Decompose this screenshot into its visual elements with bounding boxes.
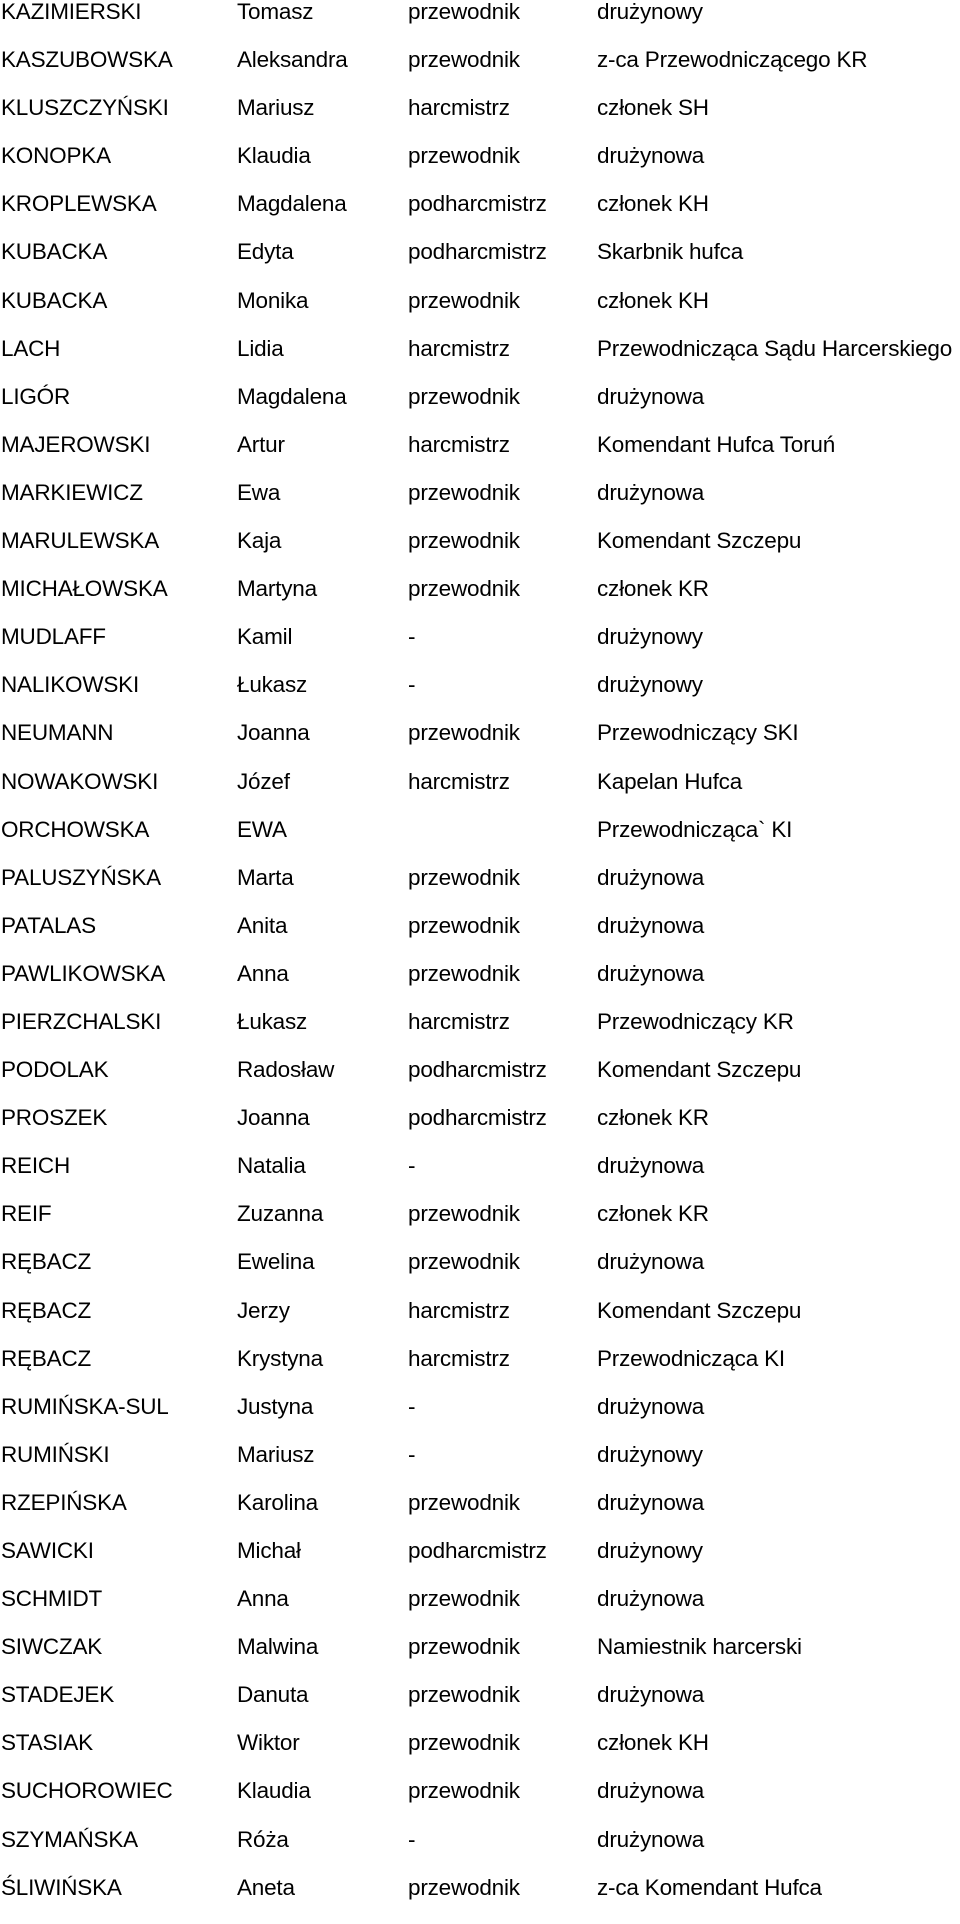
function-cell: członek KR [597, 1201, 709, 1227]
first-name-cell: Wiktor [237, 1730, 300, 1756]
rank-cell: przewodnik [408, 720, 520, 746]
first-name-cell: Krystyna [237, 1345, 323, 1371]
function-cell: członek KR [597, 1105, 709, 1131]
first-name-cell: Joanna [237, 1105, 310, 1131]
rank-cell: harcmistrz [408, 431, 510, 457]
function-cell: drużynowy [597, 624, 703, 650]
function-cell: drużynowy [597, 672, 703, 698]
rank-cell: - [408, 1153, 416, 1179]
rank-cell: - [408, 1393, 416, 1419]
rank-cell: przewodnik [408, 479, 520, 505]
function-cell: Skarbnik hufca [597, 239, 744, 265]
rank-cell: harcmistrz [408, 95, 510, 121]
surname-cell: SZYMAŃSKA [1, 1826, 138, 1852]
first-name-cell: Karolina [237, 1489, 318, 1515]
first-name-cell: Ewelina [237, 1249, 315, 1275]
function-cell: drużynowa [597, 1153, 705, 1179]
rank-cell: przewodnik [408, 47, 520, 73]
table-row [0, 721, 960, 769]
rank-cell: harcmistrz [408, 1345, 510, 1371]
rank-cell: przewodnik [408, 287, 520, 313]
table-row [0, 1347, 960, 1395]
first-name-cell: Martyna [237, 576, 317, 602]
function-cell: członek KH [597, 1730, 709, 1756]
function-cell: Przewodnicząca` KI [597, 816, 793, 842]
table-row [0, 1876, 960, 1924]
first-name-cell: Kaja [237, 528, 282, 554]
function-cell: drużynowa [597, 1682, 705, 1708]
surname-cell: REIF [1, 1201, 52, 1227]
first-name-cell: Mariusz [237, 1441, 315, 1467]
table-row [0, 914, 960, 962]
table-row [0, 1250, 960, 1298]
surname-cell: KASZUBOWSKA [1, 47, 173, 73]
table-row [0, 529, 960, 577]
first-name-cell: Artur [237, 431, 285, 457]
surname-cell: LIGÓR [1, 383, 71, 409]
first-name-cell: Anna [237, 1586, 289, 1612]
rank-cell: przewodnik [408, 1778, 520, 1804]
surname-cell: SAWICKI [1, 1538, 94, 1563]
rank-cell: przewodnik [408, 960, 520, 986]
table-row [0, 1635, 960, 1683]
table-row [0, 240, 960, 288]
first-name-cell: Malwina [237, 1634, 319, 1660]
first-name-cell: Justyna [237, 1393, 314, 1419]
table-row [0, 962, 960, 1010]
first-name-cell: Kamil [237, 624, 293, 650]
first-name-cell: EWA [237, 816, 287, 842]
first-name-cell: Aleksandra [237, 47, 348, 73]
rank-cell: przewodnik [408, 912, 520, 938]
rank-cell: podharcmistrz [408, 1057, 547, 1083]
surname-cell: MARKIEWICZ [1, 479, 143, 505]
table-row [0, 1010, 960, 1058]
surname-cell: PIERZCHALSKI [1, 1008, 162, 1034]
surname-cell: KUBACKA [1, 287, 108, 313]
rank-cell: przewodnik [408, 1874, 520, 1900]
table-row [0, 1587, 960, 1635]
rank-cell: - [408, 624, 416, 650]
rank-cell: przewodnik [408, 576, 520, 602]
function-cell: drużynowa [597, 1249, 705, 1275]
surname-cell: SIWCZAK [1, 1634, 103, 1660]
function-cell: drużynowa [597, 1393, 705, 1419]
function-cell: drużynowy [597, 0, 703, 24]
function-cell: Przewodniczący SKI [597, 720, 799, 746]
surname-cell: RUMIŃSKA-SUL [1, 1393, 169, 1419]
rank-cell: przewodnik [408, 1201, 520, 1227]
table-row [0, 433, 960, 481]
function-cell: Komendant Szczepu [597, 1297, 802, 1323]
table-row [0, 1683, 960, 1731]
first-name-cell: Joanna [237, 720, 310, 746]
surname-cell: MUDLAFF [1, 624, 106, 650]
rank-cell: przewodnik [408, 1586, 520, 1612]
function-cell: drużynowa [597, 1489, 705, 1515]
first-name-cell: Michał [237, 1538, 301, 1563]
surname-cell: RĘBACZ [1, 1297, 92, 1323]
table-row [0, 481, 960, 529]
rank-cell: przewodnik [408, 1730, 520, 1756]
surname-cell: MAJEROWSKI [1, 431, 151, 457]
rank-cell: podharcmistrz [408, 239, 547, 265]
first-name-cell: Klaudia [237, 143, 311, 169]
function-cell: z-ca Komendant Hufca [597, 1874, 822, 1900]
table-row [0, 192, 960, 240]
function-cell: Namiestnik harcerski [597, 1634, 802, 1660]
first-name-cell: Magdalena [237, 383, 347, 409]
surname-cell: KAZIMIERSKI [1, 0, 142, 24]
first-name-cell: Aneta [237, 1874, 295, 1900]
surname-cell: STASIAK [1, 1730, 93, 1756]
table-row [0, 1299, 960, 1347]
table-row [0, 96, 960, 144]
surname-cell: PAWLIKOWSKA [1, 960, 166, 986]
surname-cell: KLUSZCZYŃSKI [1, 95, 169, 121]
surname-cell: KROPLEWSKA [1, 191, 157, 217]
surname-cell: SUCHOROWIEC [1, 1778, 173, 1804]
rank-cell: przewodnik [408, 528, 520, 554]
table-row [0, 1731, 960, 1779]
table-row [0, 866, 960, 914]
function-cell: drużynowa [597, 143, 705, 169]
first-name-cell: Klaudia [237, 1778, 311, 1804]
rank-cell: harcmistrz [408, 768, 510, 794]
function-cell: drużynowa [597, 1778, 705, 1804]
rank-cell: harcmistrz [408, 1008, 510, 1034]
surname-cell: LACH [1, 335, 61, 361]
surname-cell: KONOPKA [1, 143, 111, 169]
function-cell: Przewodniczący KR [597, 1008, 794, 1034]
rank-cell: podharcmistrz [408, 191, 547, 217]
surname-cell: RUMIŃSKI [1, 1441, 110, 1467]
function-cell: Komendant Szczepu [597, 1057, 802, 1083]
table-row [0, 1443, 960, 1491]
table-row [0, 1106, 960, 1154]
table-row [0, 673, 960, 721]
function-cell: z-ca Przewodniczącego KR [597, 47, 868, 73]
first-name-cell: Danuta [237, 1682, 309, 1708]
table-row [0, 337, 960, 385]
first-name-cell: Radosław [237, 1057, 335, 1083]
first-name-cell: Anna [237, 960, 289, 986]
first-name-cell: Łukasz [237, 672, 308, 698]
first-name-cell: Edyta [237, 239, 294, 265]
surname-cell: MARULEWSKA [1, 528, 160, 554]
function-cell: drużynowa [597, 479, 705, 505]
table-row [0, 385, 960, 433]
rank-cell: harcmistrz [408, 1297, 510, 1323]
function-cell: drużynowa [597, 960, 705, 986]
first-name-cell: Mariusz [237, 95, 315, 121]
first-name-cell: Łukasz [237, 1008, 308, 1034]
function-cell: członek KH [597, 287, 709, 313]
table-row [0, 1491, 960, 1539]
rank-cell: przewodnik [408, 1249, 520, 1275]
rank-cell: przewodnik [408, 383, 520, 409]
function-cell: drużynowa [597, 1826, 705, 1852]
first-name-cell: Magdalena [237, 191, 347, 217]
table-row [0, 1202, 960, 1250]
function-cell: drużynowa [597, 864, 705, 890]
surname-cell: ŚLIWIŃSKA [1, 1874, 122, 1900]
table-row [0, 625, 960, 673]
surname-cell: SCHMIDT [1, 1586, 103, 1612]
table-row [0, 1779, 960, 1827]
rank-cell: przewodnik [408, 1489, 520, 1515]
surname-cell: NOWAKOWSKI [1, 768, 159, 794]
surname-cell: MICHAŁOWSKA [1, 576, 168, 602]
first-name-cell: Lidia [237, 335, 284, 361]
rank-cell: podharcmistrz [408, 1538, 547, 1563]
function-cell: Kapelan Hufca [597, 768, 743, 794]
first-name-cell: Marta [237, 864, 294, 890]
surname-cell: PROSZEK [1, 1105, 108, 1131]
function-cell: drużynowa [597, 1586, 705, 1612]
function-cell: członek KR [597, 576, 709, 602]
table-row [0, 770, 960, 818]
first-name-cell: Anita [237, 912, 288, 938]
table-row [0, 0, 960, 48]
first-name-cell: Tomasz [237, 0, 314, 24]
first-name-cell: Monika [237, 287, 309, 313]
surname-cell: RZEPIŃSKA [1, 1489, 127, 1515]
table-row [0, 1828, 960, 1876]
rank-cell: przewodnik [408, 0, 520, 24]
surname-cell: PODOLAK [1, 1057, 109, 1083]
rank-cell: przewodnik [408, 143, 520, 169]
table-row [0, 48, 960, 96]
function-cell: Przewodnicząca Sądu Harcerskiego [597, 335, 953, 361]
function-cell: członek KH [597, 191, 709, 217]
table-row [0, 289, 960, 337]
rank-cell: - [408, 1441, 416, 1467]
function-cell: Przewodnicząca KI [597, 1345, 785, 1371]
table-row [0, 1058, 960, 1106]
table-row [0, 818, 960, 866]
table-row [0, 1154, 960, 1202]
table-row [0, 1539, 960, 1587]
first-name-cell: Natalia [237, 1153, 306, 1179]
surname-cell: RĘBACZ [1, 1345, 92, 1371]
surname-cell: NALIKOWSKI [1, 672, 140, 698]
rank-cell: - [408, 1826, 416, 1852]
function-cell: drużynowa [597, 383, 705, 409]
function-cell: drużynowy [597, 1538, 703, 1563]
first-name-cell: Ewa [237, 479, 281, 505]
rank-cell: podharcmistrz [408, 1105, 547, 1131]
function-cell: członek SH [597, 95, 709, 121]
first-name-cell: Zuzanna [237, 1201, 324, 1227]
surname-cell: ORCHOWSKA [1, 816, 150, 842]
function-cell: drużynowy [597, 1441, 703, 1467]
surname-cell: RĘBACZ [1, 1249, 92, 1275]
rank-cell: przewodnik [408, 1682, 520, 1708]
function-cell: Komendant Hufca Toruń [597, 431, 836, 457]
first-name-cell: Józef [237, 768, 290, 794]
rank-cell: - [408, 672, 416, 698]
table-row [0, 577, 960, 625]
function-cell: drużynowa [597, 912, 705, 938]
first-name-cell: Jerzy [237, 1297, 290, 1323]
rank-cell: przewodnik [408, 1634, 520, 1660]
rank-cell: przewodnik [408, 864, 520, 890]
surname-cell: KUBACKA [1, 239, 108, 265]
surname-cell: NEUMANN [1, 720, 114, 746]
surname-cell: STADEJEK [1, 1682, 115, 1708]
surname-cell: PALUSZYŃSKA [1, 864, 161, 890]
table-row [0, 144, 960, 192]
surname-cell: REICH [1, 1153, 71, 1179]
table-row [0, 1395, 960, 1443]
first-name-cell: Róża [237, 1826, 289, 1852]
surname-cell: PATALAS [1, 912, 96, 938]
function-cell: Komendant Szczepu [597, 528, 802, 554]
rank-cell: harcmistrz [408, 335, 510, 361]
